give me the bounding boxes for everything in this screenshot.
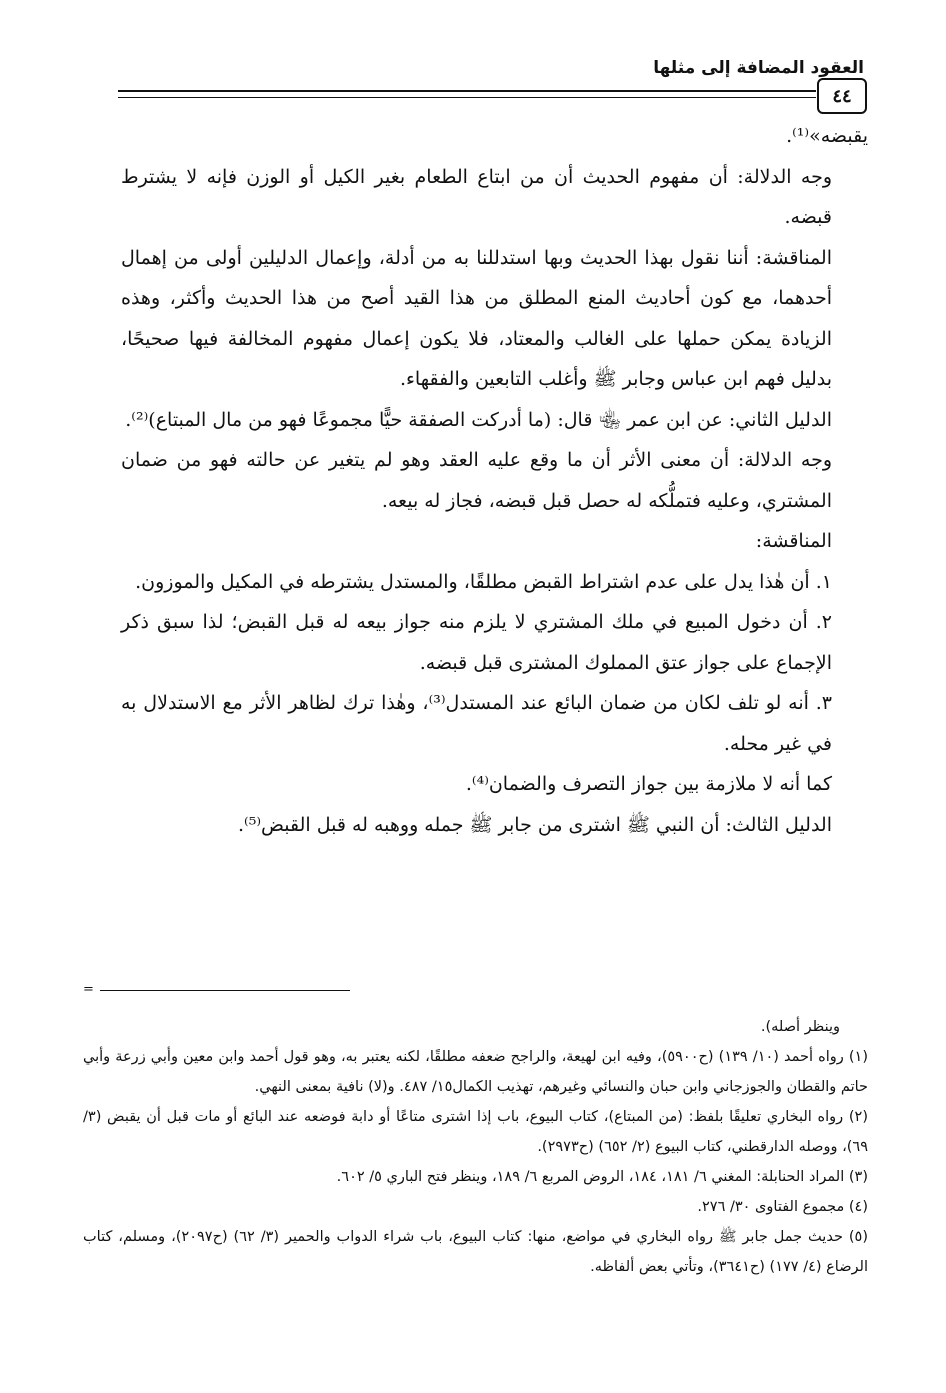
footnote: (٥) حديث جمل جابر ﷺ رواه البخاري في مواضع، منها: كتاب البيوع، باب شراء الدواب والحمير (٣/ ٦٢) (ح٢٠٩٧)، ومسلم، كتاب الرضاع (٤/ ١٧٧) (ح٣٦٤١)، وتأتي بعض ألفاظه. [83, 1229, 868, 1275]
paragraph: كما أنه لا ملازمة بين جواز التصرف والضمان⁽⁴⁾. [465, 773, 832, 795]
paragraph: وجه الدلالة: أن معنى الأثر أن ما وقع عليه العقد وهو لم يتغير عن حالته فهو من ضمان المشتري، وعليه فتملُّكه له حصل قبل قبضه، فجاز له بيعه. [121, 449, 832, 512]
footnote-continuation-marker: = [83, 982, 94, 997]
footnote-separator [100, 990, 350, 991]
main-text [121, 116, 868, 845]
header-rule-thin [118, 97, 816, 98]
footnote: (٢) رواه البخاري تعليقًا بلفظ: (من المبتاع)، كتاب البيوع، باب إذا اشترى متاعًا أو دابة فوضعه عند البائع أو مات قبل أن يقبض (٣/ ٦٩)، ووصله الدارقطني، كتاب البيوع (٢/ ٦٥٢) (ح٢٩٧٣). [83, 1109, 868, 1155]
footnote: (١) رواه أحمد (١٠/ ١٣٩) (ح٥٩٠٠)، وفيه ابن لهيعة، والراجح ضعفه مطلقًا، لكنه يعتبر به، وهو قول أحمد وابن معين وأبي زرعة وأبي حاتم والقطان والجوزجاني وابن حبان والنسائي وغيرهم، تهذيب الكمال١٥/ ٤٨٧. و(لا) نافية بمعنى النهي. [83, 1049, 868, 1095]
paragraph: الدليل الثالث: أن النبي ﷺ اشترى من جابر ﷺ جمله ووهبه له قبل القبض⁽⁵⁾. [237, 813, 832, 836]
list-item: ٢. أن دخول المبيع في ملك المشتري لا يلزم منه جواز بيعه له قبل القبض؛ لذا سبق ذكر الإجماع على جواز عتق المملوك المشترى قبل قبضه. [121, 611, 832, 674]
page-number: ٤٤ [817, 78, 867, 114]
paragraph: وجه الدلالة: أن مفهوم الحديث أن من ابتاع الطعام بغير الكيل أو الوزن فإنه لا يشترط قبضه. [121, 165, 832, 228]
list-item: ١. أن هٰذا يدل على عدم اشتراط القبض مطلقًا، والمستدل يشترطه في المكيل والموزون. [135, 570, 832, 593]
header-rule [118, 90, 816, 92]
list-item: ٣. أنه لو تلف لكان من ضمان البائع عند المستدل⁽³⁾، وهٰذا ترك لظاهر الأثر مع الاستدلال به في غير محله. [121, 692, 832, 755]
footnotes [83, 1012, 868, 1282]
paragraph: المناقشة: أننا نقول بهذا الحديث وبها استدللنا به من أدلة، وإعمال الدليلين أولى من إهمال أحدهما، مع كون أحاديث المنع المطلق من هذا القيد أصح من هذا الحديث وأكثر، وهذه الزيادة يمكن حملها على الغالب والمعتاد، فلا يكون إعمال مفهوم المخالفة فيها صحيحًا، بدليل فهم ابن عباس وجابر ﷺ وأغلب التابعين والفقهاء. [121, 246, 832, 390]
running-title: العقود المضافة إلى مثلها [653, 58, 864, 78]
footnote: (٣) المراد الحنابلة: المغني ٦/ ١٨١، ١٨٤، الروض المربع ٦/ ١٨٩، وينظر فتح الباري ٥/ ٦٠٢. [336, 1169, 868, 1185]
footnote: (٤) مجموع الفتاوى ٣٠/ ٢٧٦. [697, 1199, 868, 1215]
paragraph: يقبضه»⁽¹⁾. [786, 125, 868, 147]
section-heading: المناقشة: [755, 530, 832, 552]
footnote: وينظر أصله). [760, 1019, 840, 1035]
paragraph: الدليل الثاني: عن ابن عمر ﵄ قال: (ما أدركت الصفقة حيًّا مجموعًا فهو من مال المبتاع)⁽²⁾. [125, 408, 832, 431]
